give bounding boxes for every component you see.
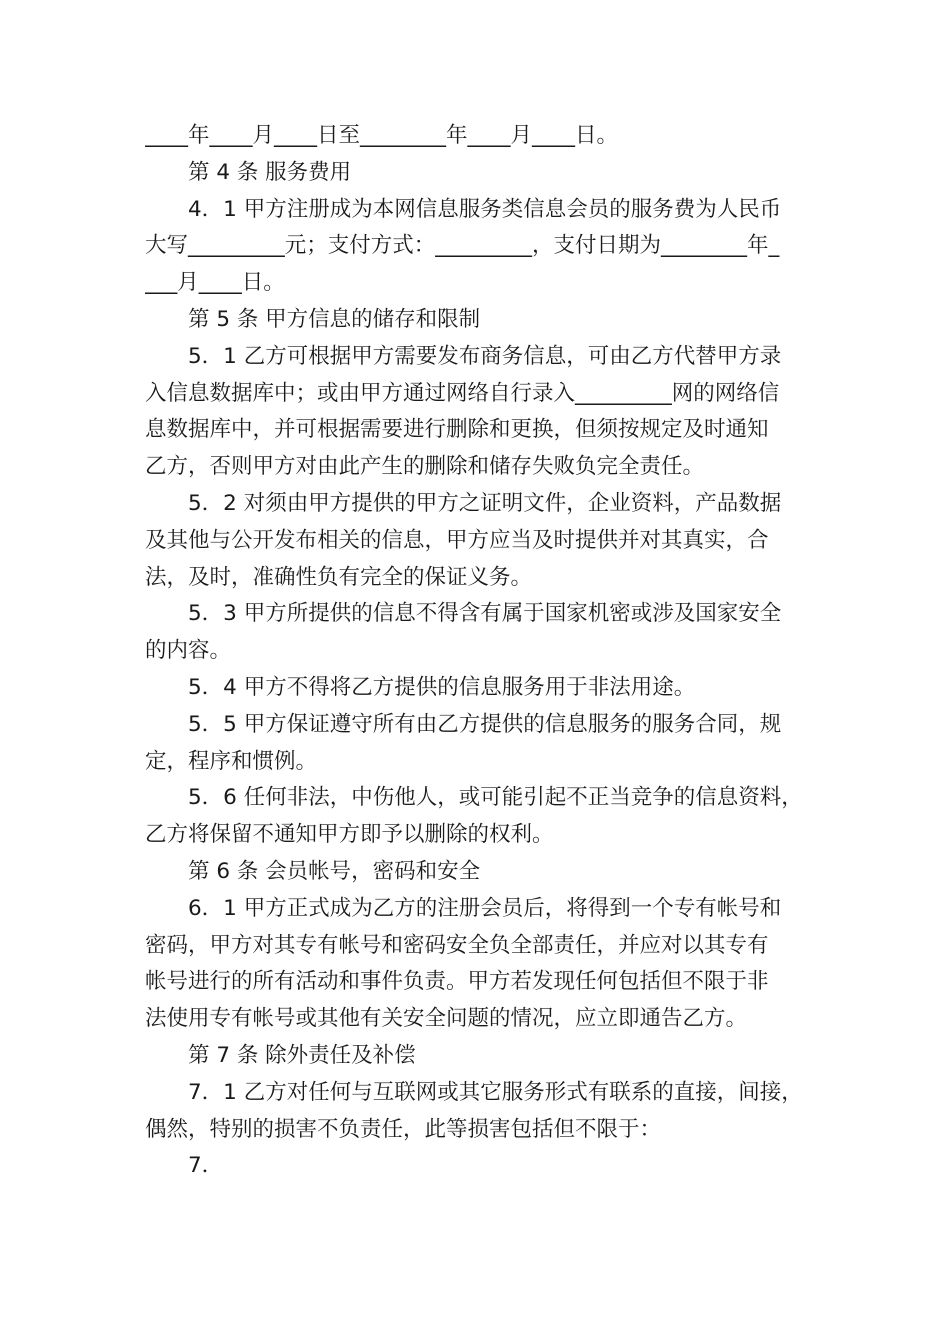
document-line: 第 7 条 除外责任及补偿 (188, 1042, 416, 1068)
document-line: 5．5 甲方保证遵守所有由乙方提供的信息服务的服务合同，规 (188, 711, 782, 737)
document-line: 7．1 乙方对任何与互联网或其它服务形式有联系的直接，间接， (188, 1079, 803, 1105)
document-line: 法使用专有帐号或其他有关安全问题的情况，应立即通告乙方。 (145, 1006, 748, 1032)
document-line: 帐号进行的所有活动和事件负责。甲方若发现任何包括但不限于非 (145, 969, 769, 995)
document-line: 5．4 甲方不得将乙方提供的信息服务用于非法用途。 (188, 674, 696, 700)
document-line: 法，及时，准确性负有完全的保证义务。 (145, 564, 533, 590)
document-line: 密码，甲方对其专有帐号和密码安全负全部责任，并应对以其专有 (145, 932, 769, 958)
document-line: 第 6 条 会员帐号，密码和安全 (188, 858, 481, 884)
document-line: ____年____月____日至________年____月____日。 (145, 123, 619, 148)
document-line: 第 5 条 甲方信息的储存和限制 (188, 306, 481, 332)
document-line: 的内容。 (145, 638, 232, 664)
document-line: 偶然，特别的损害不负责任，此等损害包括但不限于： (145, 1116, 662, 1142)
document-line: 5．3 甲方所提供的信息不得含有属于国家机密或涉及国家安全 (188, 601, 782, 627)
document-line: 乙方，否则甲方对由此产生的删除和储存失败负完全责任。 (145, 454, 705, 480)
document-line: 5．6 任何非法，中伤他人，或可能引起不正当竞争的信息资料， (188, 785, 803, 811)
document-line: 定，程序和惯例。 (145, 748, 318, 774)
document-line: 入信息数据库中；或由甲方通过网络自行录入_________网的网络信 (145, 380, 780, 406)
document-line: 5．1 乙方可根据甲方需要发布商务信息，可由乙方代替甲方录 (188, 343, 782, 369)
document-line: 及其他与公开发布相关的信息，甲方应当及时提供并对其真实，合 (145, 527, 769, 553)
document-line: 大写_________元；支付方式：_________，支付日期为________年_ (145, 233, 780, 259)
document-line: 乙方将保留不通知甲方即予以删除的权利。 (145, 822, 554, 848)
document-line: 6．1 甲方正式成为乙方的注册会员后，将得到一个专有帐号和 (188, 895, 782, 921)
document-line: 7． (188, 1153, 224, 1179)
document-line: 5．2 对须由甲方提供的甲方之证明文件，企业资料，产品数据 (188, 490, 782, 516)
document-line: 4．1 甲方注册成为本网信息服务类信息会员的服务费为人民币 (188, 196, 782, 222)
document-line: 息数据库中，并可根据需要进行删除和更换，但须按规定及时通知 (145, 417, 769, 443)
document-line: 第 4 条 服务费用 (188, 159, 352, 185)
document-line: ___月____日。 (145, 270, 285, 296)
document-body (145, 118, 811, 1185)
